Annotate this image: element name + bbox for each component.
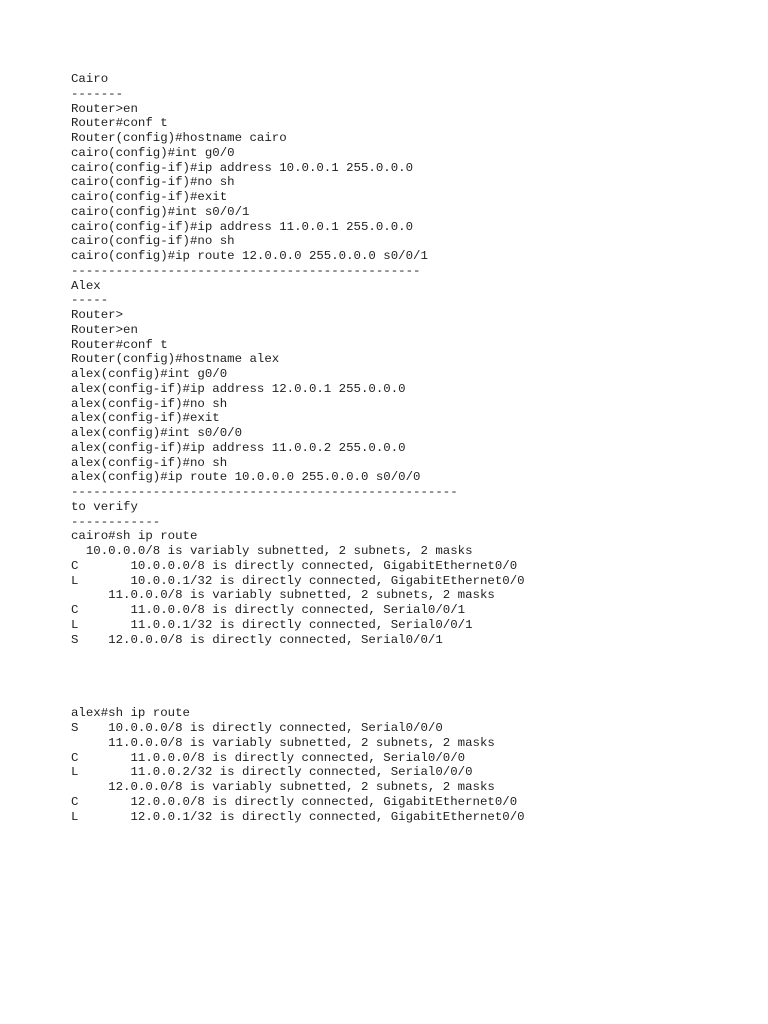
text-line: ------------ — [71, 514, 161, 529]
text-line: ------- — [71, 86, 124, 101]
text-line: alex(config)#ip route 10.0.0.0 255.0.0.0 s0/0/0 — [71, 470, 421, 485]
text-line: Router#conf t — [71, 116, 168, 131]
document-page — [71, 72, 751, 824]
text-line: cairo(config-if)#no sh — [71, 234, 235, 249]
text-line: cairo(config)#int s0/0/1 — [71, 204, 250, 219]
text-line: 12.0.0.0/8 is variably subnetted, 2 subnets, 2 masks — [71, 780, 495, 794]
text-line: Alex — [71, 278, 101, 293]
text-line: cairo(config)#ip route 12.0.0.0 255.0.0.0 s0/0/1 — [71, 249, 428, 263]
text-line: 11.0.0.0/8 is variably subnetted, 2 subnets, 2 masks — [71, 735, 495, 750]
text-line: Router> — [71, 308, 124, 322]
text-line: cairo(config-if)#ip address 11.0.0.1 255.0.0.0 — [71, 219, 414, 234]
text-line: L 10.0.0.1/32 is directly connected, GigabitEthernet0/0 — [71, 573, 525, 588]
text-line: 10.0.0.0/8 is variably subnetted, 2 subnets, 2 masks — [71, 544, 473, 558]
text-line: C 11.0.0.0/8 is directly connected, Serial0/0/0 — [71, 750, 466, 765]
text-line: ---------------------------------------------------- — [71, 485, 458, 499]
text-line: to verify — [71, 499, 138, 514]
text-line: Router>en — [71, 101, 138, 116]
text-line: L 12.0.0.1/32 is directly connected, GigabitEthernet0/0 — [71, 809, 525, 824]
section-gap — [71, 647, 751, 706]
text-line: alex(config-if)#ip address 12.0.0.1 255.0.0.0 — [71, 381, 406, 396]
text-line: Router#conf t — [71, 337, 168, 352]
text-line: Router>en — [71, 322, 138, 337]
verify-cairo-section — [71, 500, 751, 648]
text-line: C 12.0.0.0/8 is directly connected, GigabitEthernet0/0 — [71, 794, 518, 809]
alex-config-section — [71, 279, 751, 500]
text-line: cairo(config-if)#no sh — [71, 175, 235, 190]
text-line: Cairo — [71, 72, 109, 86]
verify-alex-section — [71, 706, 751, 824]
text-line: cairo(config)#int g0/0 — [71, 145, 235, 160]
text-line: alex(config-if)#no sh — [71, 396, 228, 411]
text-line: alex#sh ip route — [71, 706, 190, 721]
cairo-config-section — [71, 72, 751, 279]
text-line: alex(config)#int s0/0/0 — [71, 426, 243, 440]
text-line: alex(config)#int g0/0 — [71, 367, 228, 381]
text-line: cairo(config-if)#ip address 10.0.0.1 255.0.0.0 — [71, 160, 414, 175]
text-line: S 12.0.0.0/8 is directly connected, Serial0/0/1 — [71, 632, 443, 647]
text-line: L 11.0.0.2/32 is directly connected, Serial0/0/0 — [71, 765, 473, 780]
text-line: C 11.0.0.0/8 is directly connected, Serial0/0/1 — [71, 603, 466, 617]
text-line: cairo#sh ip route — [71, 529, 198, 544]
text-line: ----- — [71, 293, 109, 308]
text-line: alex(config-if)#no sh — [71, 455, 228, 470]
text-line: C 10.0.0.0/8 is directly connected, GigabitEthernet0/0 — [71, 558, 518, 573]
text-line: alex(config-if)#ip address 11.0.0.2 255.0.0.0 — [71, 440, 406, 455]
text-line: L 11.0.0.1/32 is directly connected, Serial0/0/1 — [71, 617, 473, 632]
text-line: S 10.0.0.0/8 is directly connected, Serial0/0/0 — [71, 721, 443, 735]
text-line: alex(config-if)#exit — [71, 411, 220, 426]
text-line: Router(config)#hostname cairo — [71, 131, 287, 145]
text-line: ----------------------------------------------- — [71, 263, 421, 278]
text-line: cairo(config-if)#exit — [71, 190, 228, 204]
text-line: Router(config)#hostname alex — [71, 352, 280, 367]
text-line: 11.0.0.0/8 is variably subnetted, 2 subnets, 2 masks — [71, 588, 495, 603]
